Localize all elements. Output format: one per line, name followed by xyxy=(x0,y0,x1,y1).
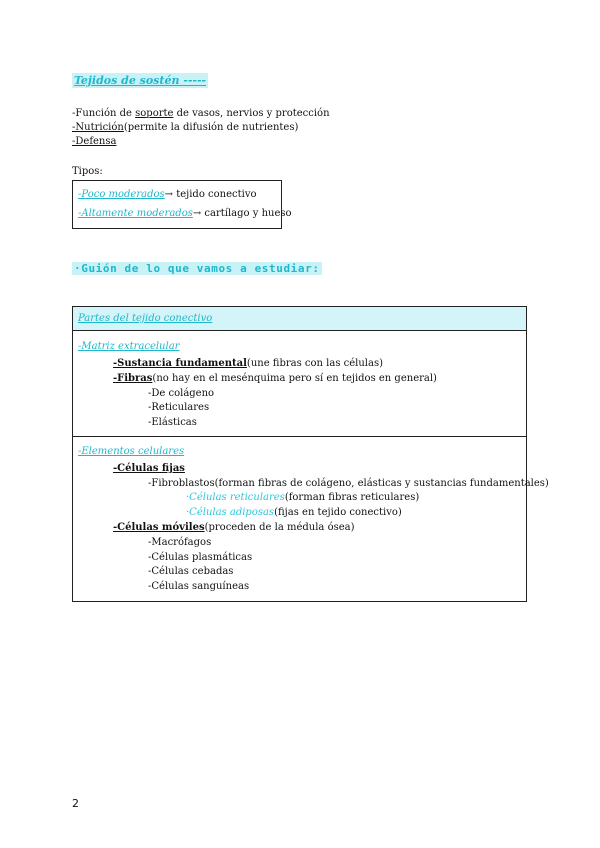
fibras-item: -De colágeno xyxy=(148,388,215,399)
fibras-item: -Elásticas xyxy=(148,417,197,428)
fibras-line xyxy=(113,373,437,384)
tipos-item-1-rest: → tejido conectivo xyxy=(164,189,257,200)
text-nutricion: -Nutrición xyxy=(72,122,124,133)
tipos-box xyxy=(72,180,282,229)
guion-heading: ·Guión de lo que vamos a estudiar: xyxy=(74,262,320,275)
sustancia-fundamental-line xyxy=(113,358,383,369)
moviles-item: -Macrófagos xyxy=(148,537,212,548)
celulas-moviles-desc: (proceden de la médula ósea) xyxy=(204,522,355,533)
function-line-defensa xyxy=(72,136,116,147)
text-soporte: soporte xyxy=(135,108,174,119)
text-rest: de vasos, nervios y protección xyxy=(173,108,330,119)
moviles-item: -Células cebadas xyxy=(148,566,234,577)
fibras-item: -Reticulares xyxy=(148,402,210,413)
tipos-label: Tipos: xyxy=(72,166,103,177)
reticulares-line xyxy=(186,492,419,503)
fibras-label: -Fibras xyxy=(113,373,153,384)
matriz-heading: -Matriz extracelular xyxy=(78,341,180,352)
reticulares-label: ·Células reticulares xyxy=(186,492,285,503)
table-header-label: Partes del tejido conectivo xyxy=(78,313,213,324)
fibroblastos-line: -Fibroblastos(forman fibras de colágeno, elásticas y sustancias fundamentales) xyxy=(148,478,549,489)
reticulares-desc: (forman fibras reticulares) xyxy=(284,492,420,503)
tipos-item-2 xyxy=(78,208,292,219)
adiposas-desc: (fijas en tejido conectivo) xyxy=(274,507,402,518)
text-prefix: -Función de xyxy=(72,108,136,119)
celulas-moviles-line xyxy=(113,522,355,533)
adiposas-line xyxy=(186,507,402,518)
page-number: 2 xyxy=(72,797,79,810)
celulas-fijas-text: -Células fijas xyxy=(113,463,185,474)
elementos-heading: -Elementos celulares xyxy=(78,446,185,457)
text-rest: (permite la difusión de nutrientes) xyxy=(123,122,299,133)
tipos-item-2-label: -Altamente moderados xyxy=(78,208,193,219)
tipos-item-2-rest: → cartílago y hueso xyxy=(192,208,292,219)
celulas-moviles-label: -Células móviles xyxy=(113,522,205,533)
sustancia-fundamental-label: -Sustancia fundamental xyxy=(113,358,247,369)
fibras-desc: (no hay en el mesénquima pero sí en tejidos en general) xyxy=(152,373,437,384)
moviles-item: -Células plasmáticas xyxy=(148,552,253,563)
function-line-soporte xyxy=(72,108,330,119)
text-defensa: -Defensa xyxy=(72,136,117,147)
section-title: Tejidos de sostén ----- xyxy=(74,74,207,87)
sustancia-fundamental-desc: (une fibras con las células) xyxy=(246,358,383,369)
row-separator xyxy=(73,436,526,437)
adiposas-label: ·Células adiposas xyxy=(186,507,275,518)
moviles-item: -Células sanguíneas xyxy=(148,581,250,592)
celulas-fijas-label xyxy=(113,463,185,474)
tipos-item-1 xyxy=(78,189,257,200)
tipos-item-1-label: -Poco moderados xyxy=(78,189,165,200)
function-line-nutricion xyxy=(72,122,298,133)
